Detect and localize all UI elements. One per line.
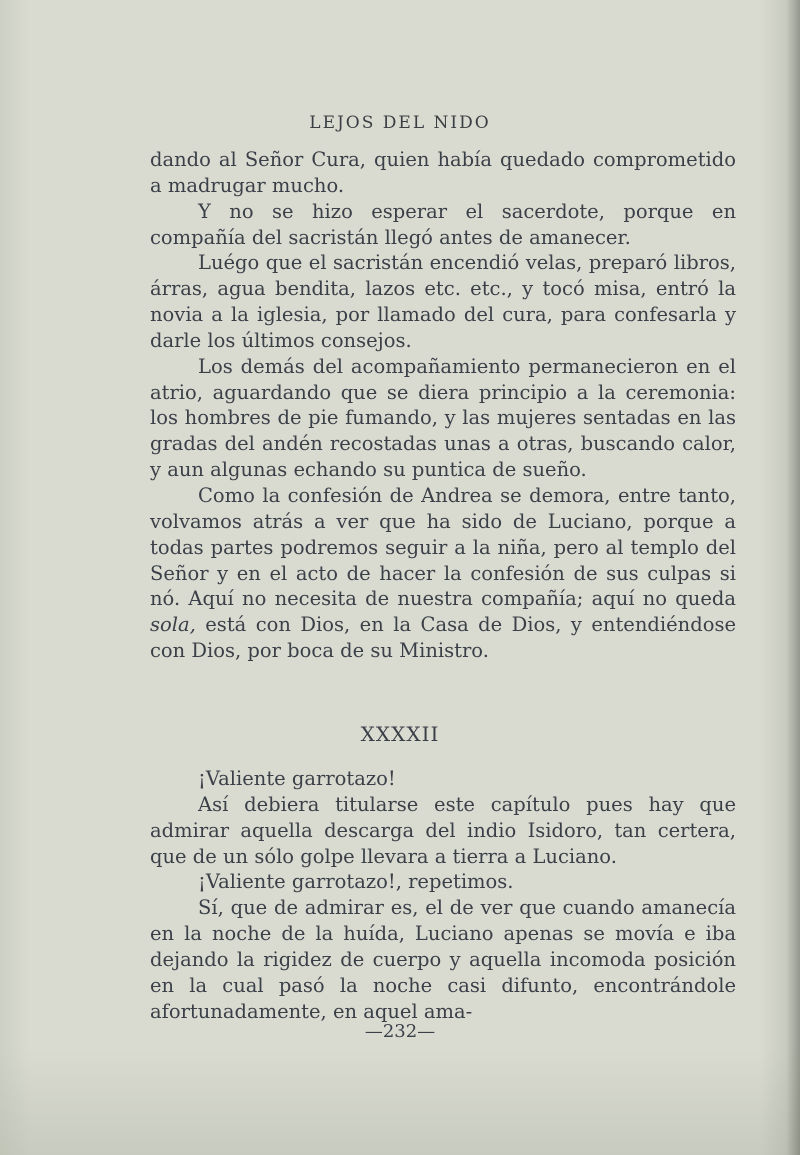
running-header: LEJOS DEL NIDO (309, 113, 491, 133)
italic-word: sola, (150, 613, 196, 637)
text-block-after-chapter (150, 766, 736, 1024)
text-block-before-chapter (150, 147, 736, 664)
paragraph: Los demás del acompañamiento permanecieron en el atrio, aguardando que se diera principio a la ceremonia: los hombres de pie fumando, y las mujeres sentadas en las gradas del andén recostadas unas a otras, buscando calor, y aun algunas echando su puntica de sueño. (150, 354, 736, 482)
paragraph: Luégo que el sacristán encendió velas, preparó libros, árras, agua bendita, lazos etc. etc., y tocó misa, entró la novia a la iglesia, por llamado del cura, para confesarla y darle los últimos consejos. (150, 251, 736, 352)
paragraph: Sí, que de admirar es, el de ver que cuando amanecía en la noche de la huída, Luciano apenas se movía e iba dejando la rigidez de cuerpo y aquella incomoda posición en la cual pasó la noche casi difunto, encontrándole afortunadamente, en aquel ama- (150, 896, 736, 1023)
paragraph: ¡Valiente garrotazo!, repetimos. (198, 870, 514, 894)
paragraph: Así debiera titularse este capítulo pues hay que admirar aquella descarga del indio Isidoro, tan certera, que de un sólo golpe llevara a tierra a Luciano. (150, 792, 736, 868)
paragraph: Y no se hizo esperar el sacerdote, porque en compañía del sacristán llegó antes de amanecer. (150, 199, 736, 249)
paragraph-text: Como la confesión de Andrea se demora, entre tanto, volvamos atrás a ver que ha sido de Luciano, porque a todas partes podremos seguir a la niña, pero al templo del Señor y en el acto de hacer la confesión de sus culpas si nó. Aquí no necesita de nuestra compañía; aquí no queda (150, 483, 736, 611)
page-number: —232— (364, 1021, 436, 1042)
paragraph: dando al Señor Cura, quien había quedado comprometido a madrugar mucho. (150, 148, 736, 197)
chapter-heading: XXXXII (360, 722, 440, 746)
paragraph (150, 483, 736, 664)
paragraph-text: está con Dios, en la Casa de Dios, y entendiéndose con Dios, por boca de su Ministro. (150, 613, 736, 663)
paragraph: ¡Valiente garrotazo! (198, 767, 396, 790)
